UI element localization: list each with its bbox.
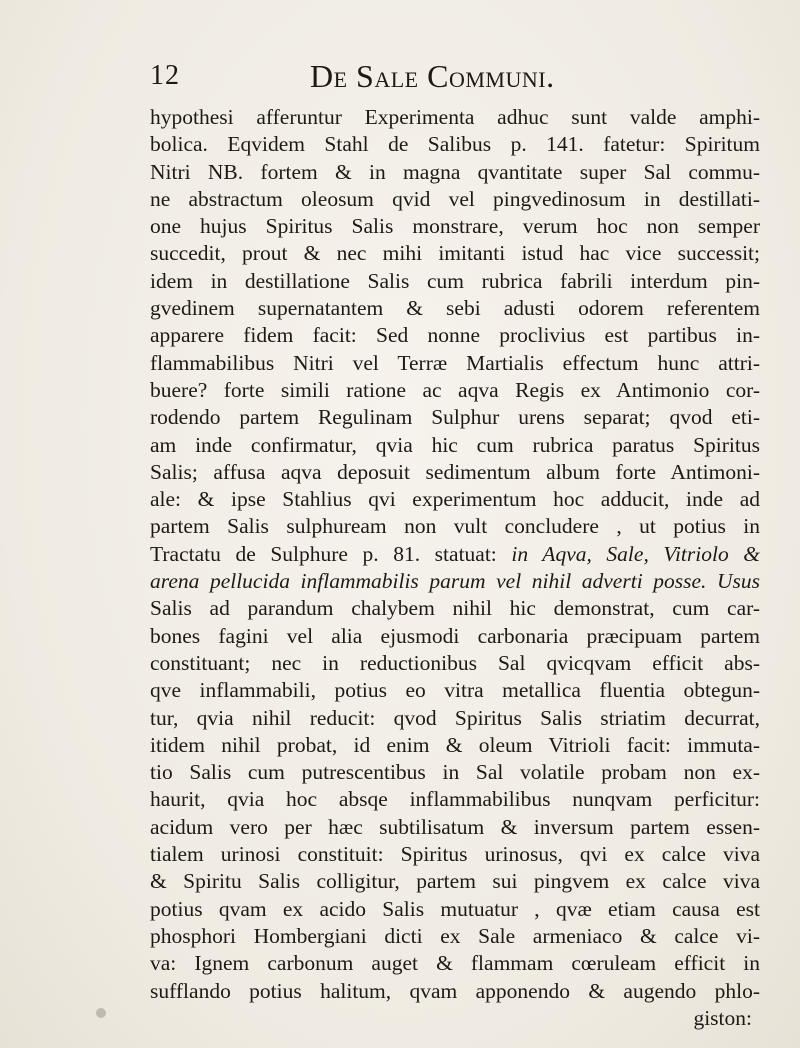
- text-line-italic: arena pellucida inflammabilis parum vel nihil adverti posse. Usus: [150, 569, 760, 594]
- text-line: & Spiritu Salis colligitur, partem sui pingvem ex calce viva: [150, 869, 760, 894]
- text-line-roman-part: Tractatu de Sulphure p. 81. statuat:: [150, 541, 497, 566]
- catchword-line: giston:: [693, 1005, 752, 1030]
- text-line: ale: & ipse Stahlius qvi experimentum hoc adducit, inde ad: [150, 487, 760, 512]
- text-line: constituant; nec in reductionibus Sal qvicqvam efficit abs-: [150, 650, 760, 675]
- text-line: apparere fidem facit: Sed nonne proclivius est partibus in-: [150, 323, 760, 348]
- text-line: bones fagini vel alia ejusmodi carbonaria præcipuam partem: [150, 623, 760, 648]
- ink-smudge: [96, 1008, 106, 1018]
- body-text: [150, 104, 760, 1032]
- text-line: itidem nihil probat, id enim & oleum Vitrioli facit: immuta-: [150, 732, 760, 757]
- text-line: idem in destillatione Salis cum rubrica fabrili interdum pin-: [150, 268, 760, 293]
- text-line: buere? forte simili ratione ac aqva Regis ex Antimonio cor-: [150, 377, 760, 402]
- page-header: [150, 58, 750, 98]
- running-title: De Sale Communi.: [310, 58, 555, 94]
- text-line: tur, qvia nihil reducit: qvod Spiritus Salis striatim decurrat,: [150, 705, 760, 730]
- text-line: succedit, prout & nec mihi imitanti istud hac vice successit;: [150, 241, 760, 266]
- text-line: haurit, qvia hoc absqe inflammabilibus nunqvam perficitur:: [150, 787, 760, 812]
- text-line: one hujus Spiritus Salis monstrare, verum hoc non semper: [150, 214, 760, 239]
- text-line: flammabilibus Nitri vel Terræ Martialis effectum hunc attri-: [150, 350, 760, 375]
- text-line: Salis ad parandum chalybem nihil hic demonstrat, cum car-: [150, 596, 760, 621]
- text-line: bolica. Eqvidem Stahl de Salibus p. 141. fatetur: Spiritum: [150, 132, 760, 157]
- text-line: rodendo partem Regulinam Sulphur urens separat; qvod eti-: [150, 405, 760, 430]
- text-line: va: Ignem carbonum auget & flammam cœruleam efficit in: [150, 951, 760, 976]
- text-line: acidum vero per hæc subtilisatum & inversum partem essen-: [150, 814, 760, 839]
- text-line: hypothesi afferuntur Experimenta adhuc sunt valde amphi-: [150, 105, 760, 129]
- text-line: potius qvam ex acido Salis mutuatur , qvæ etiam causa est: [150, 896, 760, 921]
- text-line: partem Salis sulphuream non vult concludere , ut potius in: [150, 514, 760, 539]
- text-line: ne abstractum oleosum qvid vel pingvedinosum in destillati-: [150, 186, 760, 211]
- text-line-italic-part: in Aqva, Sale, Vitriolo &: [511, 541, 761, 566]
- text-line: tialem urinosi constituit: Spiritus urinosus, qvi ex calce viva: [150, 842, 760, 867]
- text-line: qve inflammabili, potius eo vitra metallica fluentia obtegun-: [150, 678, 760, 703]
- text-line-mixed: [150, 541, 760, 568]
- text-line: sufflando potius halitum, qvam apponendo & augendo phlo-: [150, 978, 760, 1003]
- text-line: phosphori Hombergiani dicti ex Sale armeniaco & calce vi-: [150, 923, 760, 948]
- text-line: am inde confirmatur, qvia hic cum rubrica paratus Spiritus: [150, 432, 760, 457]
- text-line: gvedinem supernatantem & sebi adusti odorem referentem: [150, 296, 760, 321]
- text-line: Nitri NB. fortem & in magna qvantitate super Sal commu-: [150, 159, 760, 184]
- text-line: Salis; affusa aqva deposuit sedimentum album forte Antimoni-: [150, 459, 760, 484]
- text-line: tio Salis cum putrescentibus in Sal volatile probam non ex-: [150, 760, 760, 785]
- page-number: 12: [150, 60, 180, 91]
